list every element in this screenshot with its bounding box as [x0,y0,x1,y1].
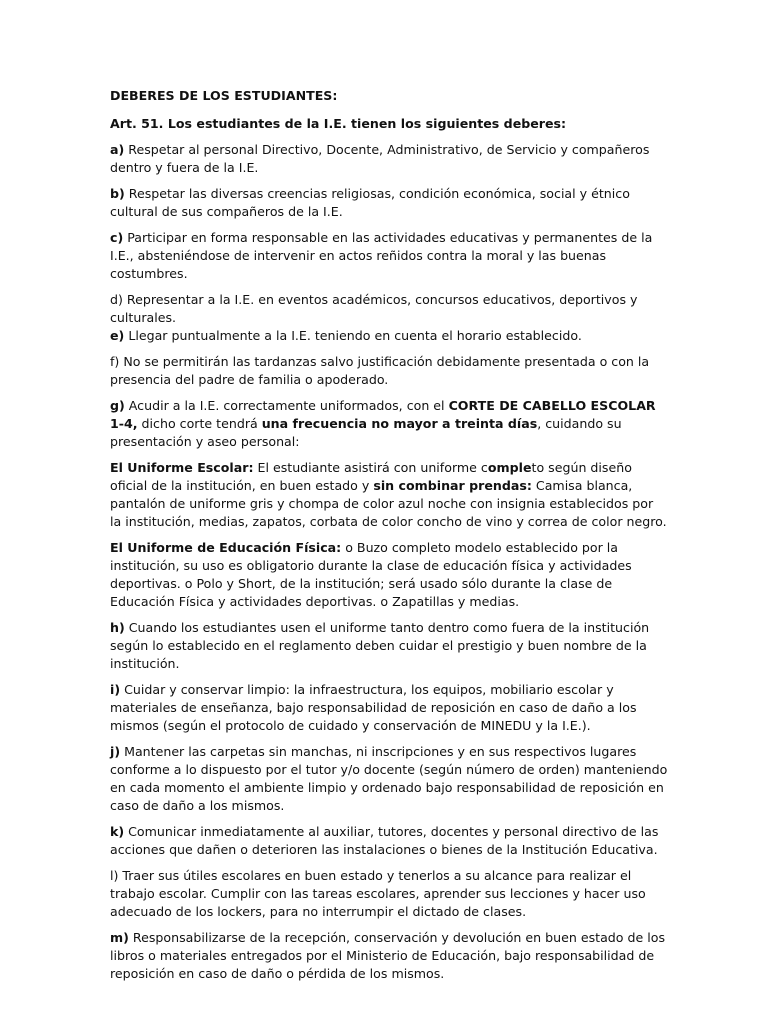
item-h-label: h) [110,620,125,635]
item-g-text-3: , cuidando su presentación y aseo personal: [110,416,622,449]
item-k-label: k) [110,824,125,839]
uniforme-educacion-fisica [110,539,668,611]
uniforme-text-1: El estudiante asistirá con uniforme c [253,460,488,475]
item-m [110,929,668,983]
item-g-bold-2: una frecuencia no mayor a treinta días [261,416,538,431]
item-d: d) Representar a la I.E. en eventos académicos, concursos educativos, deportivos y culturales. [110,292,638,325]
item-g-text-1: Acudir a la I.E. correctamente uniformados, con el [124,398,449,413]
uniforme-escolar-label: El Uniforme Escolar: [110,460,254,475]
item-i-label: i) [110,682,121,697]
document-title: DEBERES DE LOS ESTUDIANTES: [110,88,338,103]
article-heading [110,115,668,133]
item-i [110,681,668,735]
uniforme-escolar [110,459,668,531]
item-g-label: g) [110,398,125,413]
item-g [110,397,668,451]
uniforme-ef-label: El Uniforme de Educación Física: [110,540,342,555]
item-b-text: Respetar las diversas creencias religiosas, condición económica, social y étnico cultural de sus compañeros de la I.E. [110,186,630,219]
item-e-label: e) [110,328,125,343]
item-b [110,185,668,221]
item-i-text: Cuidar y conservar limpio: la infraestructura, los equipos, mobiliario escolar y materiales de enseñanza, bajo responsabilidad de reposición en caso de daño a los mismos (según el protocolo de cuidado y conservación de MINEDU y la I.E.). [110,682,637,733]
item-c-label: c) [110,230,124,245]
item-k-text: Comunicar inmediatamente al auxiliar, tutores, docentes y personal directivo de las acciones que dañen o deterioren las instalaciones o bienes de la Institución Educativa. [110,824,659,857]
item-a [110,141,668,177]
item-j-text: Mantener las carpetas sin manchas, ni inscripciones y en sus respectivos lugares conforme a lo dispuesto por el tutor y/o docente (según número de orden) manteniendo en cada momento el ambiente limpio y ordenado bajo responsabilidad de reposición en caso de daño a los mismos. [110,744,668,813]
item-c [110,229,668,283]
uniforme-ef-text: o Buzo completo modelo establecido por la institución, su uso es obligatorio durante la clase de educación física y actividades deportivas. o Polo y Short, de la institución; será usado sólo durante la clase de Educación Física y actividades deportivas. o Zapatillas y medias. [110,540,632,609]
uniforme-text-2: to según diseño oficial de la institución, en buen estado y [110,460,632,493]
item-l: l) Traer sus útiles escolares en buen estado y tenerlos a su alcance para realizar el trabajo escolar. Cumplir con las tareas escolares, aprender sus lecciones y hacer uso adecuado de los lockers, para no interrumpir el dictado de clases. [110,868,646,919]
item-a-label: a) [110,142,125,157]
item-e [110,327,668,345]
item-f: f) No se permitirán las tardanzas salvo justificación debidamente presentada o con la presencia del padre de familia o apoderado. [110,354,650,387]
uniforme-text-3: Camisa blanca, pantalón de uniforme gris y chompa de color azul noche con insignia establecidos por la institución, medias, zapatos, corbata de color concho de vino y correa de color negro. [110,478,667,529]
item-g-bold-1: CORTE DE CABELLO ESCOLAR 1-4, [110,398,656,431]
item-g-text-2: dicho corte tendrá [137,416,262,431]
item-j [110,743,668,815]
uniforme-bold-1: omple [487,460,532,475]
item-e-text: Llegar puntualmente a la I.E. teniendo en cuenta el horario establecido. [124,328,582,343]
item-m-text: Responsabilizarse de la recepción, conservación y devolución en buen estado de los libros o materiales entregados por el Ministerio de Educación, bajo responsabilidad de reposición en caso de daño o pérdida de los mismos. [110,930,666,981]
item-m-label: m) [110,930,129,945]
item-c-text: Participar en forma responsable en las actividades educativas y permanentes de la I.E., absteniéndose de intervenir en actos reñidos contra la moral y las buenas costumbres. [110,230,653,281]
item-k [110,823,668,859]
article-text: Art. 51. Los estudiantes de la I.E. tienen los siguientes deberes: [110,116,567,131]
item-b-label: b) [110,186,125,201]
item-j-label: j) [110,744,121,759]
item-h [110,619,668,673]
item-a-text: Respetar al personal Directivo, Docente, Administrativo, de Servicio y compañeros dentro y fuera de la I.E. [110,142,650,175]
item-h-text: Cuando los estudiantes usen el uniforme tanto dentro como fuera de la institución según lo establecido en el reglamento deben cuidar el prestigio y buen nombre de la institución. [110,620,650,671]
uniforme-bold-2: sin combinar prendas: [373,478,532,493]
